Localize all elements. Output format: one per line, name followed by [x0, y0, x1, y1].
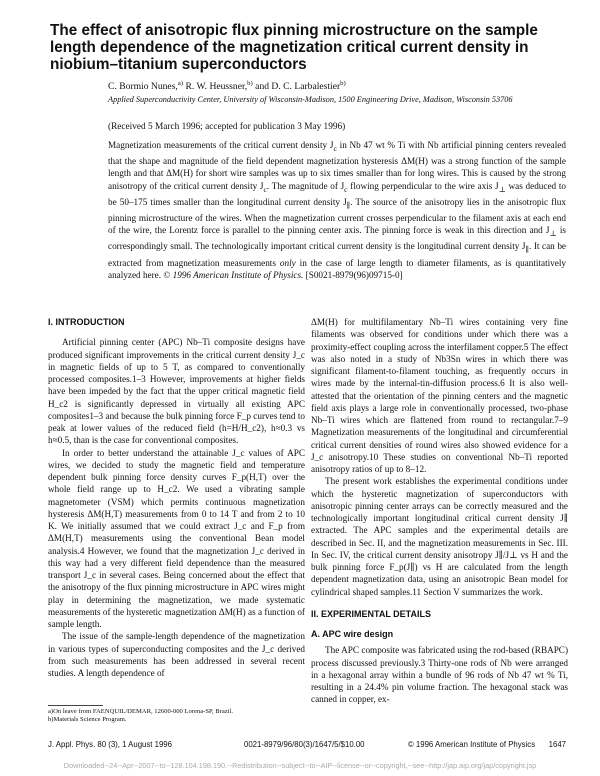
paragraph: The present work establishes the experimental conditions under which the hysteretic magnetization of superconductors with anisotropic pinning center arrays can be correctly measured and the technologically important longitudinal critical current density J∥ extracted. The APC samples and the experimental details are described in Sec. II, and the magnetization measurements in Sec. III. In Sec. IV, the critical current density anisotropy J∥/J⊥ vs H and the bulk pinning force F_p(J∥) vs H are calculated from the length dependent magnetization data, using an anisotropic Bean model for cylindrical shaped samples.11 Section V summarizes the work.	[311, 476, 568, 597]
affiliation: Applied Superconductivity Center, University of Wisconsin-Madison, 1500 Engineering Drive, Madison, Wisconsin 53706	[108, 95, 513, 104]
copyright-notice: © 1996 American Institute of Physics	[408, 740, 536, 749]
right-column	[311, 316, 568, 706]
footnote-b: b)Materials Science Program.	[48, 716, 127, 724]
page-number: 1647	[548, 740, 566, 749]
author-3-mark: b)	[340, 79, 346, 87]
footnote-a: a)On leave from FAENQUIL/DEMAR, 12600-000 Lorena-SP, Brazil.	[48, 708, 234, 715]
author-list	[108, 81, 578, 93]
paragraph: ΔM(H) for multifilamentary Nb–Ti wires containing very fine filaments was observed for conditions under which there was a proximity-effect coupling across the interfilament copper.5 The effect was also noted in a study of Nb3Sn wires in which there was significant filament-to-filament touching, as frequently occurs in wires made by the internal-tin-diffusion process.6 It is also well-attested that the orientation of the pinning centers and the magnetic field axis plays a large role in conventionally processed, two-phase Nb–Ti wires which are flattened from round to rectangular.7–9 Magnetization measurements of the longitudinal and circumferential critical current densities of round wires also showed evidence for a J_c anisotropy.10 These studies on conventional Nb–Ti reported anisotropy ratios of up to 8–12.	[311, 317, 568, 474]
author-2: R. W. Heussner,	[183, 81, 248, 92]
paragraph: In order to better understand the attainable J_c values of APC wires, we decided to study the magnetic field and temperature dependent bulk pinning force density curves F_p(H,T) over the whole field range up to H_c2. We used a vibrating sample magnetometer (VSM) which permits continuous magnetization hysteresis ΔM(H,T) measurements from 0 to 14 T and from 2 to 10 K. We initially assumed that we could extract J_c and F_p from ΔM(H,T) measurements using the conventional Bean model analysis.4 However, we found that the magnetization J_c derived in this way had a very different field dependence than the measured transport J_c in several cases. Being concerned about the effect that the anisotropy of the flux pinning microstructure in APC wires might play in determining the magnetization, we made systematic measurements of the hysteretic magnetization ΔM(H) as a function of sample length.	[48, 447, 305, 629]
author-3: and D. C. Larbalestier	[252, 81, 341, 92]
abstract-copyright: 1996 American Institute of Physics.	[172, 269, 304, 280]
abstract-doi: [S0021-8979(96)09715-0]	[303, 269, 403, 280]
abstract-sub: ∥	[346, 200, 351, 210]
download-notice: Downloaded--24--Apr--2007--to--128.104.198.190.--Redistribution--subject--to--AIP--license--or--copyright,--see--http://jap.aip.org/jap/copyright.jsp	[63, 761, 537, 770]
abstract-text: is correspondingly small. The technologically important critical current density is the longitudinal current density J	[108, 225, 566, 252]
abstract-sub: ⊥	[498, 184, 506, 194]
paragraph: The APC composite was fabricated using the rod-based (RBAPC) process discussed previously.3 Thirty-one rods of Nb were arranged in a hexagonal array within a bundle of 96 rods of Nb 47 wt % Ti, resulting in a 24.4% pin volume fraction. The hexagonal stack was canned in copper, ex-	[311, 645, 568, 705]
abstract-text: in Nb 47 wt % Ti with Nb artificial pinning centers revealed that the shape and magnitude of the field dependent magnetization hysteresis ΔM(H) was a strong function of the sample length and that ΔM(H) for short wire samples was up to six times smaller than for long wires. This is caused by the strong anisotropy of the critical current density J	[108, 140, 566, 191]
section-heading-introduction: I. INTRODUCTION	[48, 317, 125, 327]
abstract-text: . The magnitude of J	[266, 180, 345, 191]
abstract-text: in the case of large length to diameter filaments, as is quantitatively analyzed here. ©	[108, 257, 567, 280]
paper-title: The effect of anisotropic flux pinning microstructure on the sample length dependence of the magnetization critical current density in niobium–titanium superconductors	[50, 22, 538, 73]
abstract-text: flowing perpendicular to the wire axis J	[347, 180, 499, 191]
received-dates: (Received 5 March 1996; accepted for publication 3 May 1996)	[108, 122, 346, 132]
journal-citation: J. Appl. Phys. 80 (3), 1 August 1996	[48, 740, 172, 749]
abstract-sub: c	[344, 184, 348, 194]
author-1: C. Bormio Nunes,	[108, 81, 178, 92]
abstract-sub: ∥	[525, 245, 530, 255]
left-column	[48, 316, 305, 679]
author-2-mark: b)	[247, 79, 253, 87]
abstract-text: . The source of the anisotropy lies in the anisotropic flux pinning microstructure of the wires. When the magnetization current crosses perpendicular to the filament axis at each end of the wire, the Lorentz force is parallel to the pinning center axis. The pinning force is weak in this direction and J	[108, 196, 566, 236]
abstract-emphasis: only	[279, 257, 296, 268]
subsection-heading: A. APC wire design	[311, 629, 394, 639]
abstract-text: Magnetization measurements of the critical current density J	[108, 140, 334, 150]
author-1-mark: a)	[177, 79, 184, 87]
abstract-sub: ⊥	[549, 229, 557, 239]
issn-code: 0021-8979/96/80(3)/1647/5/$10.00	[244, 740, 365, 749]
abstract-sub: c	[263, 184, 267, 194]
page-footer	[48, 740, 566, 750]
abstract	[108, 139, 566, 281]
section-heading-experimental: II. EXPERIMENTAL DETAILS	[311, 608, 432, 619]
paragraph: The issue of the sample-length dependence of the magnetization in various types of superconducting composites and the J_c derived from such measurements has been addressed in several recent studies. A length dependence of	[48, 631, 305, 678]
footnotes	[48, 708, 308, 725]
abstract-text: was deduced to be 50–175 times smaller than the longitudinal current density J	[108, 180, 566, 207]
paragraph: Artificial pinning center (APC) Nb–Ti composite designs have produced significant improvements in the critical current density J_c in magnetic fields of up to 5 T, as compared to conventionally processed composites.1–3 However, improvements at higher fields have been impeded by the fact that the upper critical magnetic field H_c2 is significantly depressed in virtually all existing APC composites1–3 and because the bulk pinning force F_p curves tend to peak at lower values of the reduced field (h=H/H_c2), h≈0.3 vs h≈0.5, than is the case for conventional composites.	[48, 337, 305, 446]
footnote-divider	[48, 705, 103, 706]
abstract-text: . It can be extracted from magnetization measurements	[108, 241, 566, 268]
abstract-sub: c	[333, 143, 337, 153]
